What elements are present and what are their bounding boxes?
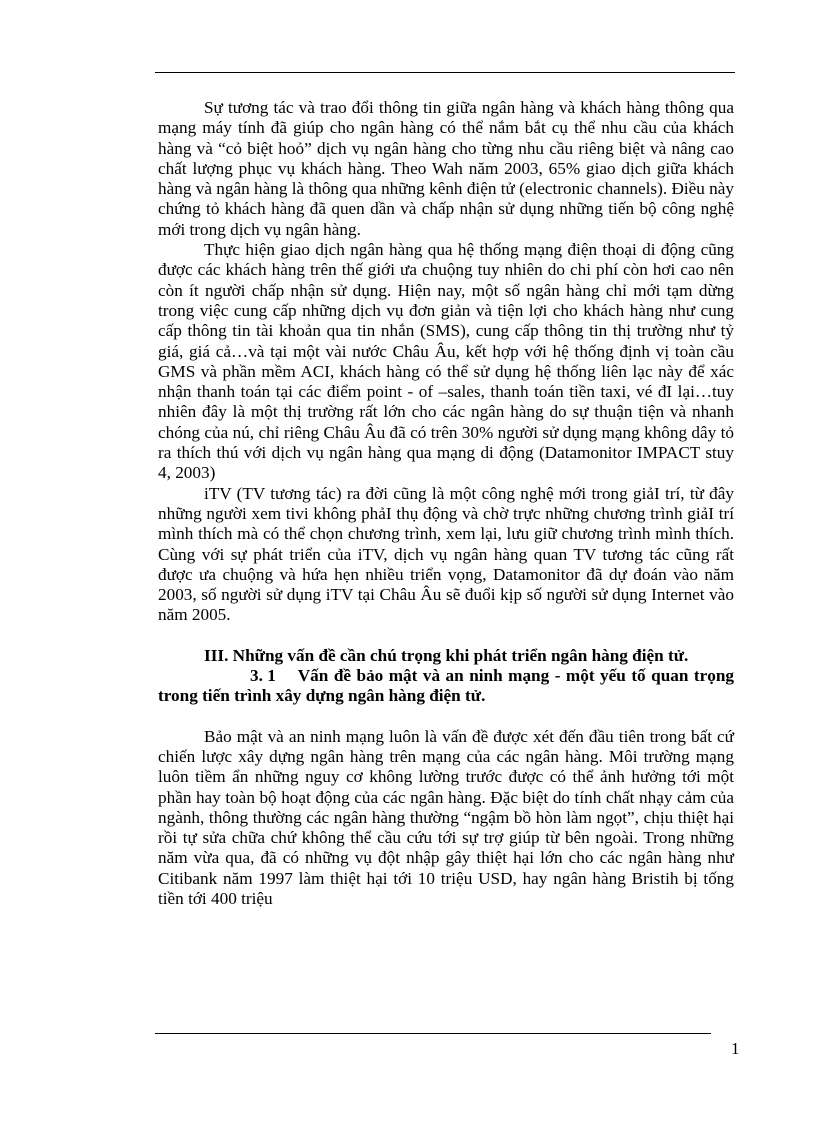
subsection-number: 3. 1 bbox=[250, 666, 276, 686]
paragraph-2: Thực hiện giao dịch ngân hàng qua hệ thống mạng điện thoại di động cũng được các khách hàng trên thế giới ưa chuộng tuy nhiên do chi phí còn hơi cao nên còn ít người chấp nhận sử dụng. Hiện nay, một số ngân hàng chỉ mới tạm dừng trong việc cung cấp những dịch vụ đơn giản và tiện lợi cho khách hàng như cung cấp thông tin tài khoản qua tin nhắn (SMS), cung cấp thông tin thị trường như tỷ giá, giá cả…và tại một vài nước Châu Âu, kết hợp với hệ thống định vị toàn cầu GMS và phần mềm ACI, khách hàng có thể sử dụng hệ thống liên lạc này để xác nhận thanh toán tại các điểm point - of –sales, thanh toán tiền taxi, vé đI lại…tuy nhiên đây là một thị trường rất lớn cho các ngân hàng do sự thuận tiện và nhanh chóng của nú, chỉ riêng Châu Âu đã có trên 30% người sử dụng mạng không dây tỏ ra thích thú với dịch vụ ngân hàng qua mạng di động (Datamonitor IMPACT stuy 4, 2003) bbox=[158, 240, 734, 483]
page-number: 1 bbox=[731, 1039, 740, 1058]
subsection-heading bbox=[158, 666, 734, 707]
subsection-title: Vấn đề bảo mật và an ninh mạng - một yếu tố quan trọng trong tiến trình xây dựng ngân hàng điện tử. bbox=[158, 666, 734, 706]
paragraph-1: Sự tương tác và trao đổi thông tin giữa ngân hàng và khách hàng thông qua mạng máy tính đã giúp cho ngân hàng có thể nắm bắt cụ thể nhu cầu của khách hàng và “cỏ biệt hoỏ” dịch vụ ngân hàng cho từng nhu cầu riêng biệt và nâng cao chất lượng phục vụ khách hàng. Theo Wah năm 2003, 65% giao dịch giữa khách hàng và ngân hàng là thông qua những kênh điện tử (electronic channels). Điều này chứng tỏ khách hàng đã quen dần và chấp nhận sử dụng những tiến bộ công nghệ mới trong dịch vụ ngân hàng. bbox=[158, 98, 734, 239]
document-body bbox=[158, 98, 734, 909]
spacer bbox=[158, 707, 734, 727]
header-rule bbox=[155, 72, 735, 73]
footer-rule bbox=[155, 1033, 711, 1034]
spacer bbox=[158, 626, 734, 646]
section-heading: III. Những vấn đề cần chú trọng khi phát triển ngân hàng điện tử. bbox=[204, 645, 689, 665]
paragraph-3: iTV (TV tương tác) ra đời cũng là một công nghệ mới trong giảI trí, từ đây những người xem tivi không phảI thụ động và chờ trực những chương trình giảI trí mình thích mà có thể chọn chương trình, xem lại, lưu giữ chương trình mình thích. Cùng với sự phát triển của iTV, dịch vụ ngân hàng quan TV tương tác cũng rất được ưa chuộng và hứa hẹn nhiều triển vọng, Datamonitor đã dự đoán vào năm 2003, số người sử dụng iTV tại Châu Âu sẽ đuổi kịp số người sử dụng Internet vào năm 2005. bbox=[158, 483, 734, 625]
paragraph-4: Bảo mật và an ninh mạng luôn là vấn đề được xét đến đầu tiên trong bất cứ chiến lược xây dựng ngân hàng trên mạng của các ngân hàng. Môi trường mạng luôn tiềm ẩn những nguy cơ không lường trước được có thể ảnh hưởng tới một phần hay toàn bộ hoạt động của các ngân hàng. Đặc biệt do tính chất nhạy cảm của ngành, thông thường các ngân hàng thường “ngậm bồ hòn làm ngọt”, chịu thiệt hại rồi tự sửa chữa chứ không thể cầu cứu tới sự trợ giúp từ bên ngoài. Trong những năm vừa qua, đã có những vụ đột nhập gây thiệt hại lớn cho các ngân hàng như Citibank năm 1997 làm thiệt hại tới 10 triệu USD, hay ngân hàng Bristih bị tống tiền tới 400 triệu bbox=[158, 726, 734, 908]
